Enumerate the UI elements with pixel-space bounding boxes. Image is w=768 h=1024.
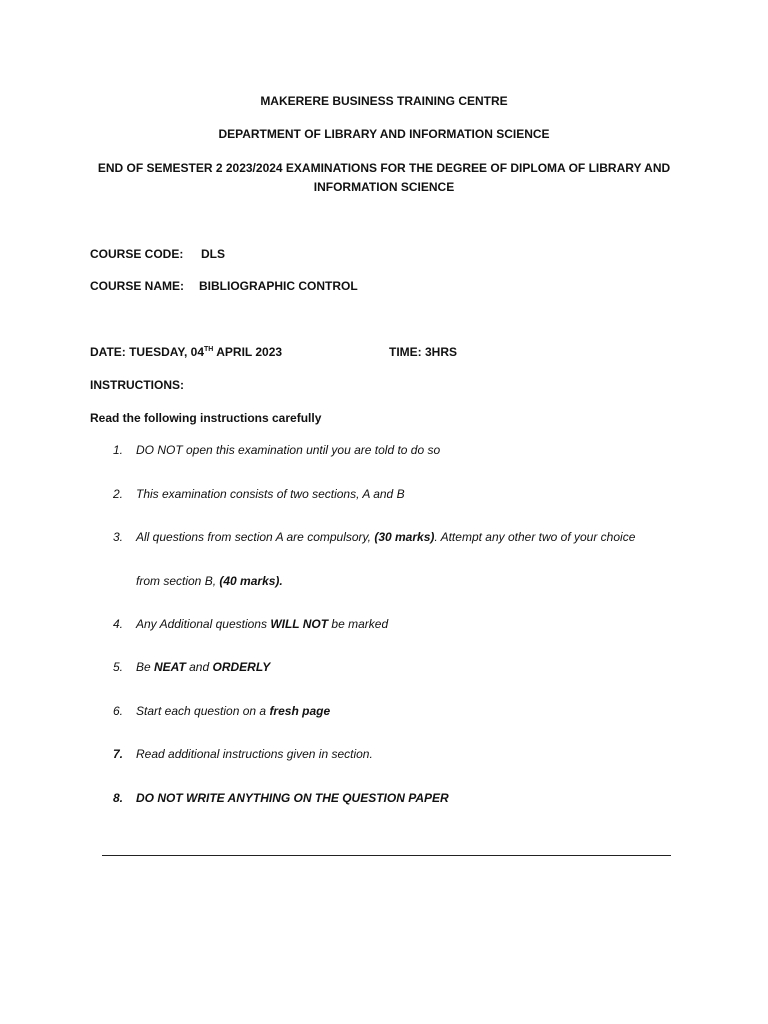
instruction-emphasis: NEAT <box>154 660 186 674</box>
instruction-text: Start each question on a <box>136 704 270 718</box>
instruction-number: 4. <box>113 617 124 631</box>
department-title: DEPARTMENT OF LIBRARY AND INFORMATION SCIENCE <box>218 127 550 141</box>
instruction-item <box>136 703 330 719</box>
horizontal-divider <box>102 855 671 856</box>
instruction-emphasis: (30 marks) <box>374 530 435 544</box>
instruction-text: from section B, <box>136 574 220 588</box>
instruction-item-continuation <box>136 573 283 589</box>
instruction-item: Read additional instructions given in section. <box>136 747 373 761</box>
instruction-number: 7. <box>113 747 124 761</box>
instruction-text: Any Additional questions <box>136 617 271 631</box>
course-name-value: BIBLIOGRAPHIC CONTROL <box>199 279 358 293</box>
instruction-number: 2. <box>113 487 124 501</box>
exam-date <box>90 344 282 360</box>
exam-time: TIME: 3HRS <box>389 345 458 359</box>
instruction-emphasis: WILL NOT <box>270 617 329 631</box>
instruction-number: 5. <box>113 660 124 674</box>
instruction-emphasis: ORDERLY <box>212 660 271 674</box>
instruction-item <box>136 616 388 632</box>
instruction-item: DO NOT WRITE ANYTHING ON THE QUESTION PAPER <box>136 791 449 805</box>
exam-title-line-1: END OF SEMESTER 2 2023/2024 EXAMINATIONS FOR THE DEGREE OF DIPLOMA OF LIBRARY AND <box>97 161 671 175</box>
instruction-item <box>136 659 270 675</box>
instruction-text: All questions from section A are compulsory, <box>136 530 375 544</box>
instructions-intro: Read the following instructions carefully <box>90 411 322 425</box>
instruction-text: be marked <box>328 617 389 631</box>
instruction-item: DO NOT open this examination until you are told to do so <box>136 443 441 457</box>
instruction-number: 1. <box>113 443 124 457</box>
exam-title-line-2: INFORMATION SCIENCE <box>313 180 455 194</box>
instructions-heading: INSTRUCTIONS: <box>90 378 184 392</box>
course-name-label: COURSE NAME: <box>90 279 185 293</box>
instruction-emphasis: (40 marks). <box>219 574 283 588</box>
course-code-value: DLS <box>201 247 225 261</box>
instruction-item: This examination consists of two sections, A and B <box>136 487 405 501</box>
instruction-item <box>136 529 635 545</box>
instruction-number: 6. <box>113 704 124 718</box>
exam-date-superscript: TH <box>204 346 214 353</box>
instruction-number: 3. <box>113 530 124 544</box>
instruction-number: 8. <box>113 791 124 805</box>
institution-title: MAKERERE BUSINESS TRAINING CENTRE <box>260 94 508 108</box>
instruction-text: Be <box>136 660 155 674</box>
instruction-emphasis: fresh page <box>269 704 331 718</box>
instruction-text: . Attempt any other two of your choice <box>434 530 636 544</box>
instruction-text: and <box>185 660 213 674</box>
exam-date-suffix: APRIL 2023 <box>213 345 283 359</box>
exam-date-prefix: DATE: TUESDAY, 04 <box>90 345 205 359</box>
course-code-label: COURSE CODE: <box>90 247 184 261</box>
